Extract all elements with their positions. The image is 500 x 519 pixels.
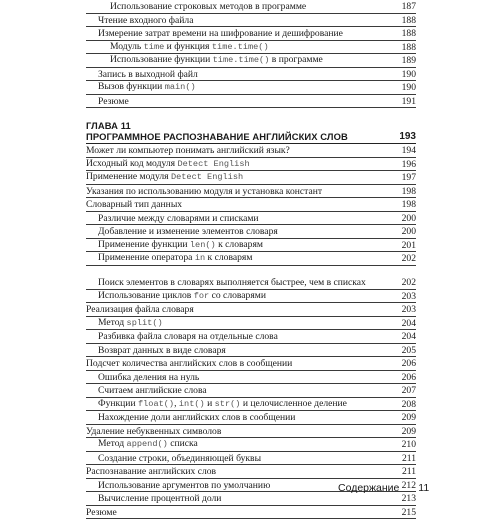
toc-entry <box>86 357 416 371</box>
toc-entry <box>86 452 416 466</box>
toc-entry-page: 200 <box>400 226 416 238</box>
text-fragment: и <box>205 398 215 409</box>
text-fragment: и функция <box>164 41 212 52</box>
code-fragment: in <box>195 253 205 263</box>
chapter-title: ПРОГРАММНОЕ РАСПОЗНАВАНИЕ АНГЛИЙСКИХ СЛОВ <box>86 131 348 142</box>
toc-entry-page: 208 <box>400 399 416 411</box>
toc-entry-title <box>98 28 400 40</box>
toc-entry-title <box>98 412 400 424</box>
text-fragment: Распознавание английских слов <box>86 466 216 477</box>
text-fragment: Поиск элементов в словарях выполняется быстрее, чем в списках <box>98 277 366 288</box>
text-fragment: Указания по использованию модуля и установка констант <box>86 186 322 197</box>
toc-entry-page: 209 <box>400 412 416 424</box>
text-fragment: и целочисленное деление <box>240 398 346 409</box>
toc-entry <box>86 41 416 55</box>
toc-entry-page: 198 <box>400 186 416 198</box>
text-fragment: со словарями <box>209 290 266 301</box>
toc-entry-title <box>98 277 400 289</box>
toc-entry <box>86 54 416 68</box>
text-fragment: , <box>174 398 179 409</box>
text-fragment: Применение функции <box>98 239 190 250</box>
text-fragment: Реализация файла словаря <box>86 304 194 315</box>
toc-entry-page: 197 <box>400 172 416 184</box>
toc-entry <box>86 492 416 506</box>
toc-entry-page: 203 <box>400 291 416 303</box>
toc-entry-title <box>98 317 400 330</box>
text-fragment: Может ли компьютер понимать английский язык? <box>86 145 290 156</box>
toc-entry-page: 211 <box>400 466 416 478</box>
code-fragment: append() <box>127 439 168 449</box>
toc-entry-page: 204 <box>400 318 416 330</box>
code-fragment: main() <box>165 82 196 92</box>
text-fragment: Словарный тип данных <box>86 199 182 210</box>
text-fragment: Подсчет количества английских слов в сообщении <box>86 358 292 369</box>
toc-entry-title <box>110 41 400 54</box>
toc-entry-title <box>98 331 400 343</box>
toc-entry-page: 206 <box>400 372 416 384</box>
table-of-contents <box>86 0 416 519</box>
text-fragment: Считаем английские слова <box>98 385 207 396</box>
previous-chapter-entries <box>86 0 416 108</box>
toc-entry-page: 211 <box>400 453 416 465</box>
code-fragment: split() <box>127 318 163 328</box>
toc-entry <box>86 317 416 331</box>
code-fragment: time.time() <box>213 55 270 65</box>
toc-entry-title <box>98 385 400 397</box>
toc-entry <box>86 158 416 172</box>
toc-entry <box>86 198 416 212</box>
toc-entry-page: 188 <box>400 15 416 27</box>
toc-entry-page: 206 <box>400 358 416 370</box>
toc-entry-page: 213 <box>400 493 416 505</box>
code-fragment: Detect English <box>177 159 249 169</box>
toc-entry <box>86 330 416 344</box>
text-fragment: Запись в выходной файл <box>98 69 198 80</box>
text-fragment: Использование циклов <box>98 290 194 301</box>
code-fragment: time.time() <box>212 42 269 52</box>
toc-entry-page: 202 <box>400 277 416 289</box>
toc-entry-page: 205 <box>400 345 416 357</box>
toc-entry-title <box>98 81 400 94</box>
toc-entry-title <box>110 54 400 67</box>
toc-entry-title <box>98 15 400 27</box>
toc-entry-title <box>98 438 400 451</box>
text-fragment: Резюме <box>98 96 129 107</box>
toc-entry <box>86 0 416 14</box>
toc-entry-page: 198 <box>400 199 416 211</box>
text-fragment: Различие между словарями и списками <box>98 213 259 224</box>
toc-entry-page: 210 <box>400 439 416 451</box>
code-fragment: Detect English <box>171 172 243 182</box>
text-fragment: Вычисление процентной доли <box>98 493 221 504</box>
toc-entry-title <box>98 213 400 225</box>
text-fragment: Использование аргументов по умолчанию <box>98 480 270 491</box>
toc-entry-title <box>98 345 400 357</box>
code-fragment: int() <box>179 399 205 409</box>
text-fragment: Измерение затрат времени на шифрование и дешифрование <box>98 28 343 39</box>
toc-entry-title <box>98 372 400 384</box>
toc-entry-title <box>98 453 400 465</box>
toc-entry <box>86 212 416 226</box>
text-fragment: Ошибка деления на нуль <box>98 372 199 383</box>
toc-entry-page: 201 <box>400 240 416 252</box>
toc-entry-page: 188 <box>400 42 416 54</box>
toc-entry-page: 202 <box>400 253 416 265</box>
text-fragment: Нахождение доли английских слов в сообщении <box>98 412 295 423</box>
text-fragment: Применение модуля <box>86 171 171 182</box>
toc-entry <box>86 465 416 479</box>
toc-entry <box>86 185 416 199</box>
toc-entry-title <box>86 426 400 438</box>
toc-entry-title <box>98 493 400 505</box>
toc-entry-page: 204 <box>400 331 416 343</box>
toc-entry <box>86 371 416 385</box>
toc-entry-title <box>86 358 400 370</box>
text-fragment: Резюме <box>86 507 117 518</box>
chapter-page-number: 193 <box>399 131 416 142</box>
text-fragment: Возврат данных в виде словаря <box>98 345 226 356</box>
text-fragment: к словарям <box>205 252 252 263</box>
page-footer <box>338 482 429 494</box>
toc-entry <box>86 144 416 158</box>
text-fragment: Исходный код модуля <box>86 158 177 169</box>
toc-entry <box>86 252 416 266</box>
text-fragment: Вызов функции <box>98 81 165 92</box>
toc-entry-title <box>98 239 400 252</box>
text-fragment: Применение оператора <box>98 252 195 263</box>
text-fragment: Разбивка файла словаря на отдельные слова <box>98 331 278 342</box>
toc-entry <box>86 344 416 358</box>
toc-entry-page: 190 <box>400 82 416 94</box>
toc-entry <box>86 425 416 439</box>
chapter-heading <box>86 120 416 144</box>
text-fragment: Функции <box>98 398 138 409</box>
toc-entry-title <box>86 199 400 211</box>
toc-entry <box>86 384 416 398</box>
toc-entry <box>86 290 416 304</box>
text-fragment: к словарям <box>216 239 263 250</box>
toc-entry <box>86 81 416 95</box>
code-fragment: float() <box>138 399 174 409</box>
toc-entry-page: 189 <box>400 55 416 67</box>
toc-entry-page: 212 <box>400 480 416 492</box>
text-fragment: Чтение входного файла <box>98 15 193 26</box>
toc-entry-page: 187 <box>400 1 416 13</box>
toc-entry <box>86 411 416 425</box>
toc-entry-page: 200 <box>400 213 416 225</box>
toc-entry-page: 215 <box>400 507 416 519</box>
text-fragment: Использование строковых методов в программе <box>110 1 306 12</box>
toc-entry-title <box>86 171 400 184</box>
toc-entry-page: 191 <box>400 96 416 108</box>
code-fragment: time <box>144 42 165 52</box>
toc-entry-page: 188 <box>400 28 416 40</box>
toc-entry-title <box>98 398 400 411</box>
toc-entry <box>86 398 416 412</box>
chapter-entries <box>86 144 416 519</box>
text-fragment: Модуль <box>110 41 144 52</box>
footer-section-title: Содержание <box>338 482 399 494</box>
toc-entry-title <box>98 69 400 81</box>
toc-entry <box>86 438 416 452</box>
toc-entry-title <box>86 186 400 198</box>
toc-entry <box>86 239 416 253</box>
toc-entry <box>86 27 416 41</box>
text-fragment: Метод <box>98 317 127 328</box>
code-fragment: for <box>194 291 209 301</box>
code-fragment: str() <box>215 399 241 409</box>
chapter-title-row <box>86 131 416 144</box>
text-fragment: Удаление небуквенных символов <box>86 426 221 437</box>
toc-entry <box>86 171 416 185</box>
toc-entry-title <box>98 96 400 108</box>
toc-entry-title <box>86 158 400 171</box>
text-fragment: Добавление и изменение элементов словаря <box>98 226 278 237</box>
text-fragment: Метод <box>98 438 127 449</box>
text-fragment: в программе <box>269 54 322 65</box>
toc-entry-title <box>86 304 400 316</box>
chapter-label: ГЛАВА 11 <box>86 120 416 131</box>
footer-page-number: 11 <box>418 482 429 494</box>
text-fragment: списка <box>168 438 198 449</box>
toc-entry <box>86 225 416 239</box>
toc-entry-title <box>98 252 400 265</box>
text-fragment: Создание строки, объединяющей буквы <box>98 453 261 464</box>
toc-entry-title <box>110 1 400 13</box>
toc-entry-page: 207 <box>400 385 416 397</box>
toc-entry-page: 209 <box>400 426 416 438</box>
toc-entry-page: 190 <box>400 69 416 81</box>
code-fragment: len() <box>190 240 216 250</box>
toc-entry-title <box>86 145 400 157</box>
toc-entry <box>86 303 416 317</box>
text-fragment: Использование функции <box>110 54 213 65</box>
toc-entry-title <box>98 290 400 303</box>
toc-entry <box>86 506 416 519</box>
toc-entry <box>86 14 416 28</box>
toc-entry <box>86 95 416 109</box>
toc-entry-title <box>86 466 400 478</box>
toc-entry-page: 196 <box>400 159 416 171</box>
toc-entry-page: 203 <box>400 304 416 316</box>
toc-entry-title <box>86 507 400 519</box>
toc-entry-title <box>98 226 400 238</box>
toc-entry-page: 194 <box>400 145 416 157</box>
toc-entry <box>86 266 416 290</box>
toc-entry <box>86 68 416 82</box>
